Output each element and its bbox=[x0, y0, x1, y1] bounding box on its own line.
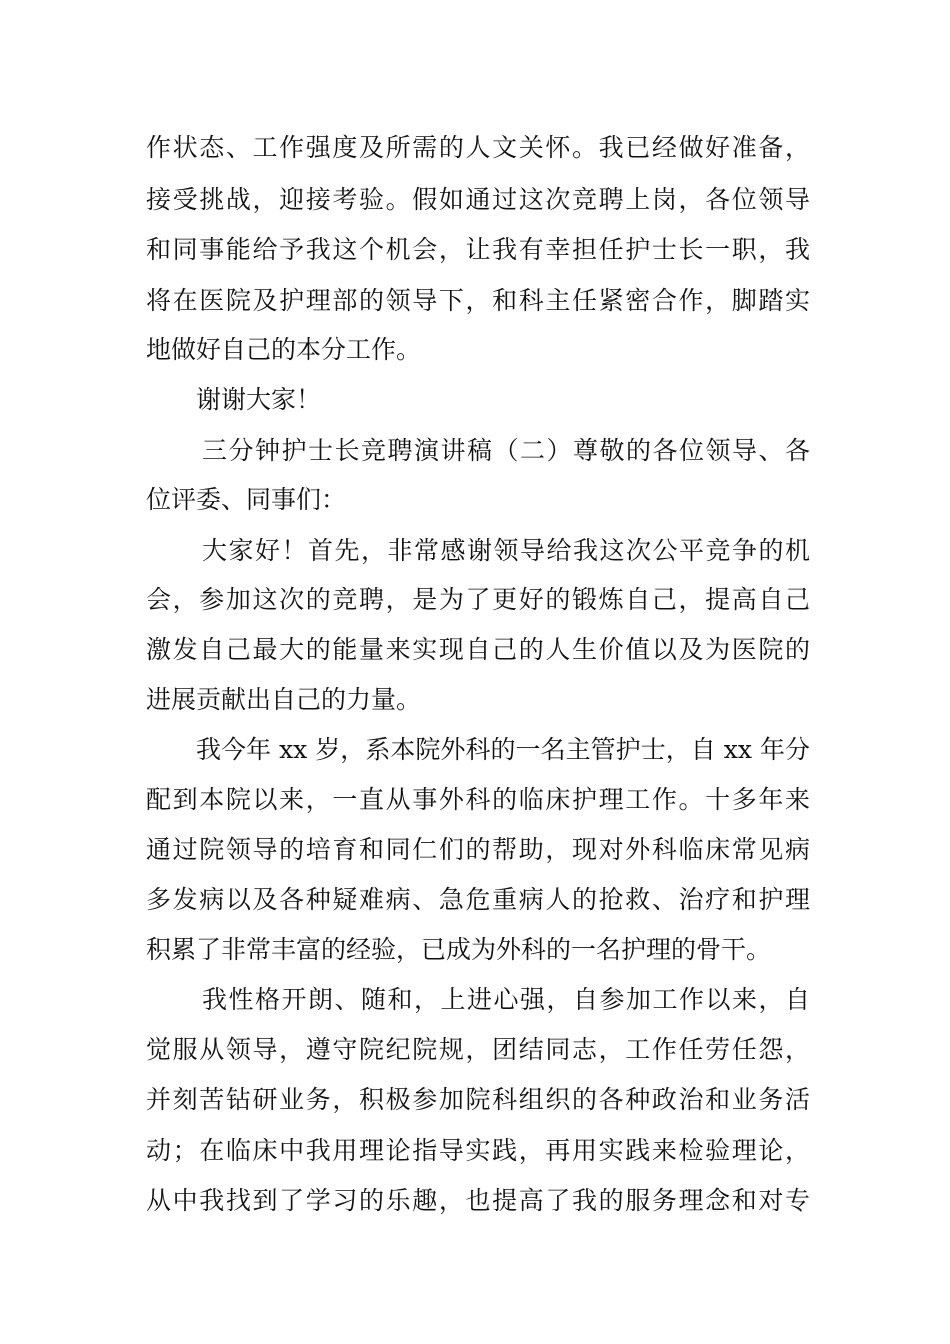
text-line: 接受挑战，迎接考验。假如通过这次竞聘上岗，各位领导 bbox=[146, 185, 810, 214]
text-line: 激发自己最大的能量来实现自己的人生价值以及为医院的 bbox=[146, 635, 810, 664]
text-line: 我性格开朗、随和，上进心强，自参加工作以来，自 bbox=[202, 985, 810, 1014]
text-line: 位评委、同事们： bbox=[146, 485, 347, 514]
text-line: 觉服从领导，遵守院纪院规，团结同志，工作任劳任怨， bbox=[146, 1035, 810, 1064]
text-line: 进展贡献出自己的力量。 bbox=[146, 685, 422, 714]
text-line: 动；在临床中我用理论指导实践，再用实践来检验理论， bbox=[146, 1136, 810, 1165]
text-line: 多发病以及各种疑难病、急危重病人的抢救、治疗和护理 bbox=[146, 885, 810, 914]
text-line: 并刻苦钻研业务，积极参加院科组织的各种政治和业务活 bbox=[146, 1085, 810, 1114]
text-line: 我今年 xx 岁，系本院外科的一名主管护士，自 xx 年分 bbox=[196, 735, 810, 764]
text-line: 从中我找到了学习的乐趣，也提高了我的服务理念和对专 bbox=[146, 1186, 810, 1215]
text-line: 配到本院以来，一直从事外科的临床护理工作。十多年来 bbox=[146, 785, 810, 814]
text-line: 通过院领导的培育和同仁们的帮助，现对外科临床常见病 bbox=[146, 835, 810, 864]
text-line: 谢谢大家！ bbox=[196, 385, 322, 414]
text-line: 将在医院及护理部的领导下，和科主任紧密合作，脚踏实 bbox=[146, 286, 810, 315]
text-line: 和同事能给予我这个机会，让我有幸担任护士长一职，我 bbox=[146, 235, 810, 264]
text-line: 三分钟护士长竞聘演讲稿（二）尊敬的各位领导、各 bbox=[202, 436, 810, 465]
text-line: 地做好自己的本分工作。 bbox=[146, 335, 422, 364]
text-line: 大家好！首先，非常感谢领导给我这次公平竞争的机 bbox=[202, 536, 810, 565]
text-line: 会，参加这次的竞聘，是为了更好的锻炼自己，提高自己 bbox=[146, 585, 810, 614]
text-line: 作状态、工作强度及所需的人文关怀。我已经做好准备， bbox=[146, 133, 810, 162]
text-line: 积累了非常丰富的经验，已成为外科的一名护理的骨干。 bbox=[146, 935, 772, 964]
